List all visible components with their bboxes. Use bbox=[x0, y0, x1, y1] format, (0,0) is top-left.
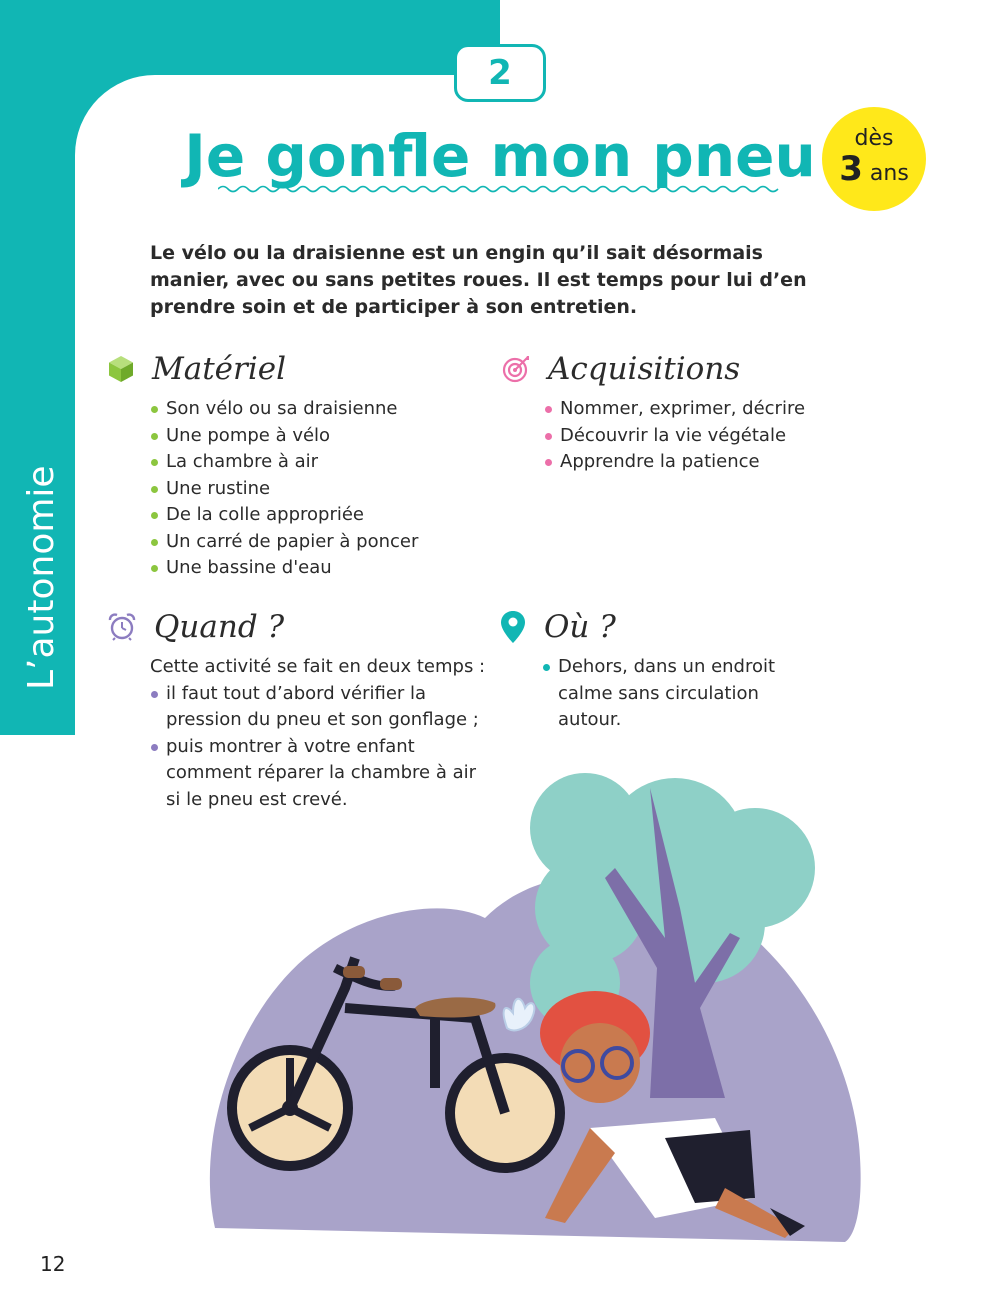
cube-icon bbox=[108, 355, 134, 383]
ou-section bbox=[500, 604, 800, 734]
age-number: 3 bbox=[839, 148, 863, 189]
map-pin-icon bbox=[500, 610, 526, 644]
age-unit: ans bbox=[869, 160, 909, 186]
list-item: Dehors, dans un endroit calme sans circulation autour. bbox=[542, 654, 782, 734]
acquisitions-section bbox=[502, 346, 862, 476]
quand-lead: Cette activité se fait en deux temps : bbox=[150, 656, 486, 677]
acquisitions-title: Acquisitions bbox=[548, 351, 741, 387]
chapter-side-label: L’autonomie bbox=[21, 465, 62, 690]
list-item: Une rustine bbox=[150, 476, 468, 503]
page-number: 12 bbox=[40, 1252, 66, 1276]
list-item: Une pompe à vélo bbox=[150, 423, 468, 450]
list-item: puis montrer à votre enfant comment réparer la chambre à air si le pneu est crevé. bbox=[150, 734, 480, 814]
list-item: il faut tout d’abord vérifier la pression du pneu et son gonflage ; bbox=[150, 681, 480, 734]
materiel-section bbox=[108, 346, 468, 582]
ou-title: Où ? bbox=[544, 609, 616, 645]
intro-text: Le vélo ou la draisienne est un engin qu’il sait désormais manier, avec ou sans petites roues. Il est temps pour lui d’en prendre soin et de participer à son entretien. bbox=[150, 242, 807, 318]
age-badge bbox=[822, 107, 926, 211]
alarm-clock-icon bbox=[108, 613, 136, 641]
list-item: Une bassine d'eau bbox=[150, 555, 468, 582]
list-item: De la colle appropriée bbox=[150, 502, 468, 529]
materiel-title: Matériel bbox=[152, 351, 287, 387]
target-icon bbox=[502, 355, 530, 383]
list-item: Nommer, exprimer, décrire bbox=[544, 396, 862, 423]
title-wave-underline bbox=[218, 184, 782, 194]
list-item: Apprendre la patience bbox=[544, 449, 862, 476]
list-item: Son vélo ou sa draisienne bbox=[150, 396, 468, 423]
quand-title: Quand ? bbox=[154, 609, 285, 645]
page-title: Je gonfle mon pneu bbox=[184, 122, 816, 190]
age-prefix: dès bbox=[854, 125, 894, 151]
list-item: Découvrir la vie végétale bbox=[544, 423, 862, 450]
activity-number: 2 bbox=[454, 44, 546, 102]
child-bike-illustration bbox=[195, 758, 895, 1258]
list-item: La chambre à air bbox=[150, 449, 468, 476]
list-item: Un carré de papier à poncer bbox=[150, 529, 468, 556]
